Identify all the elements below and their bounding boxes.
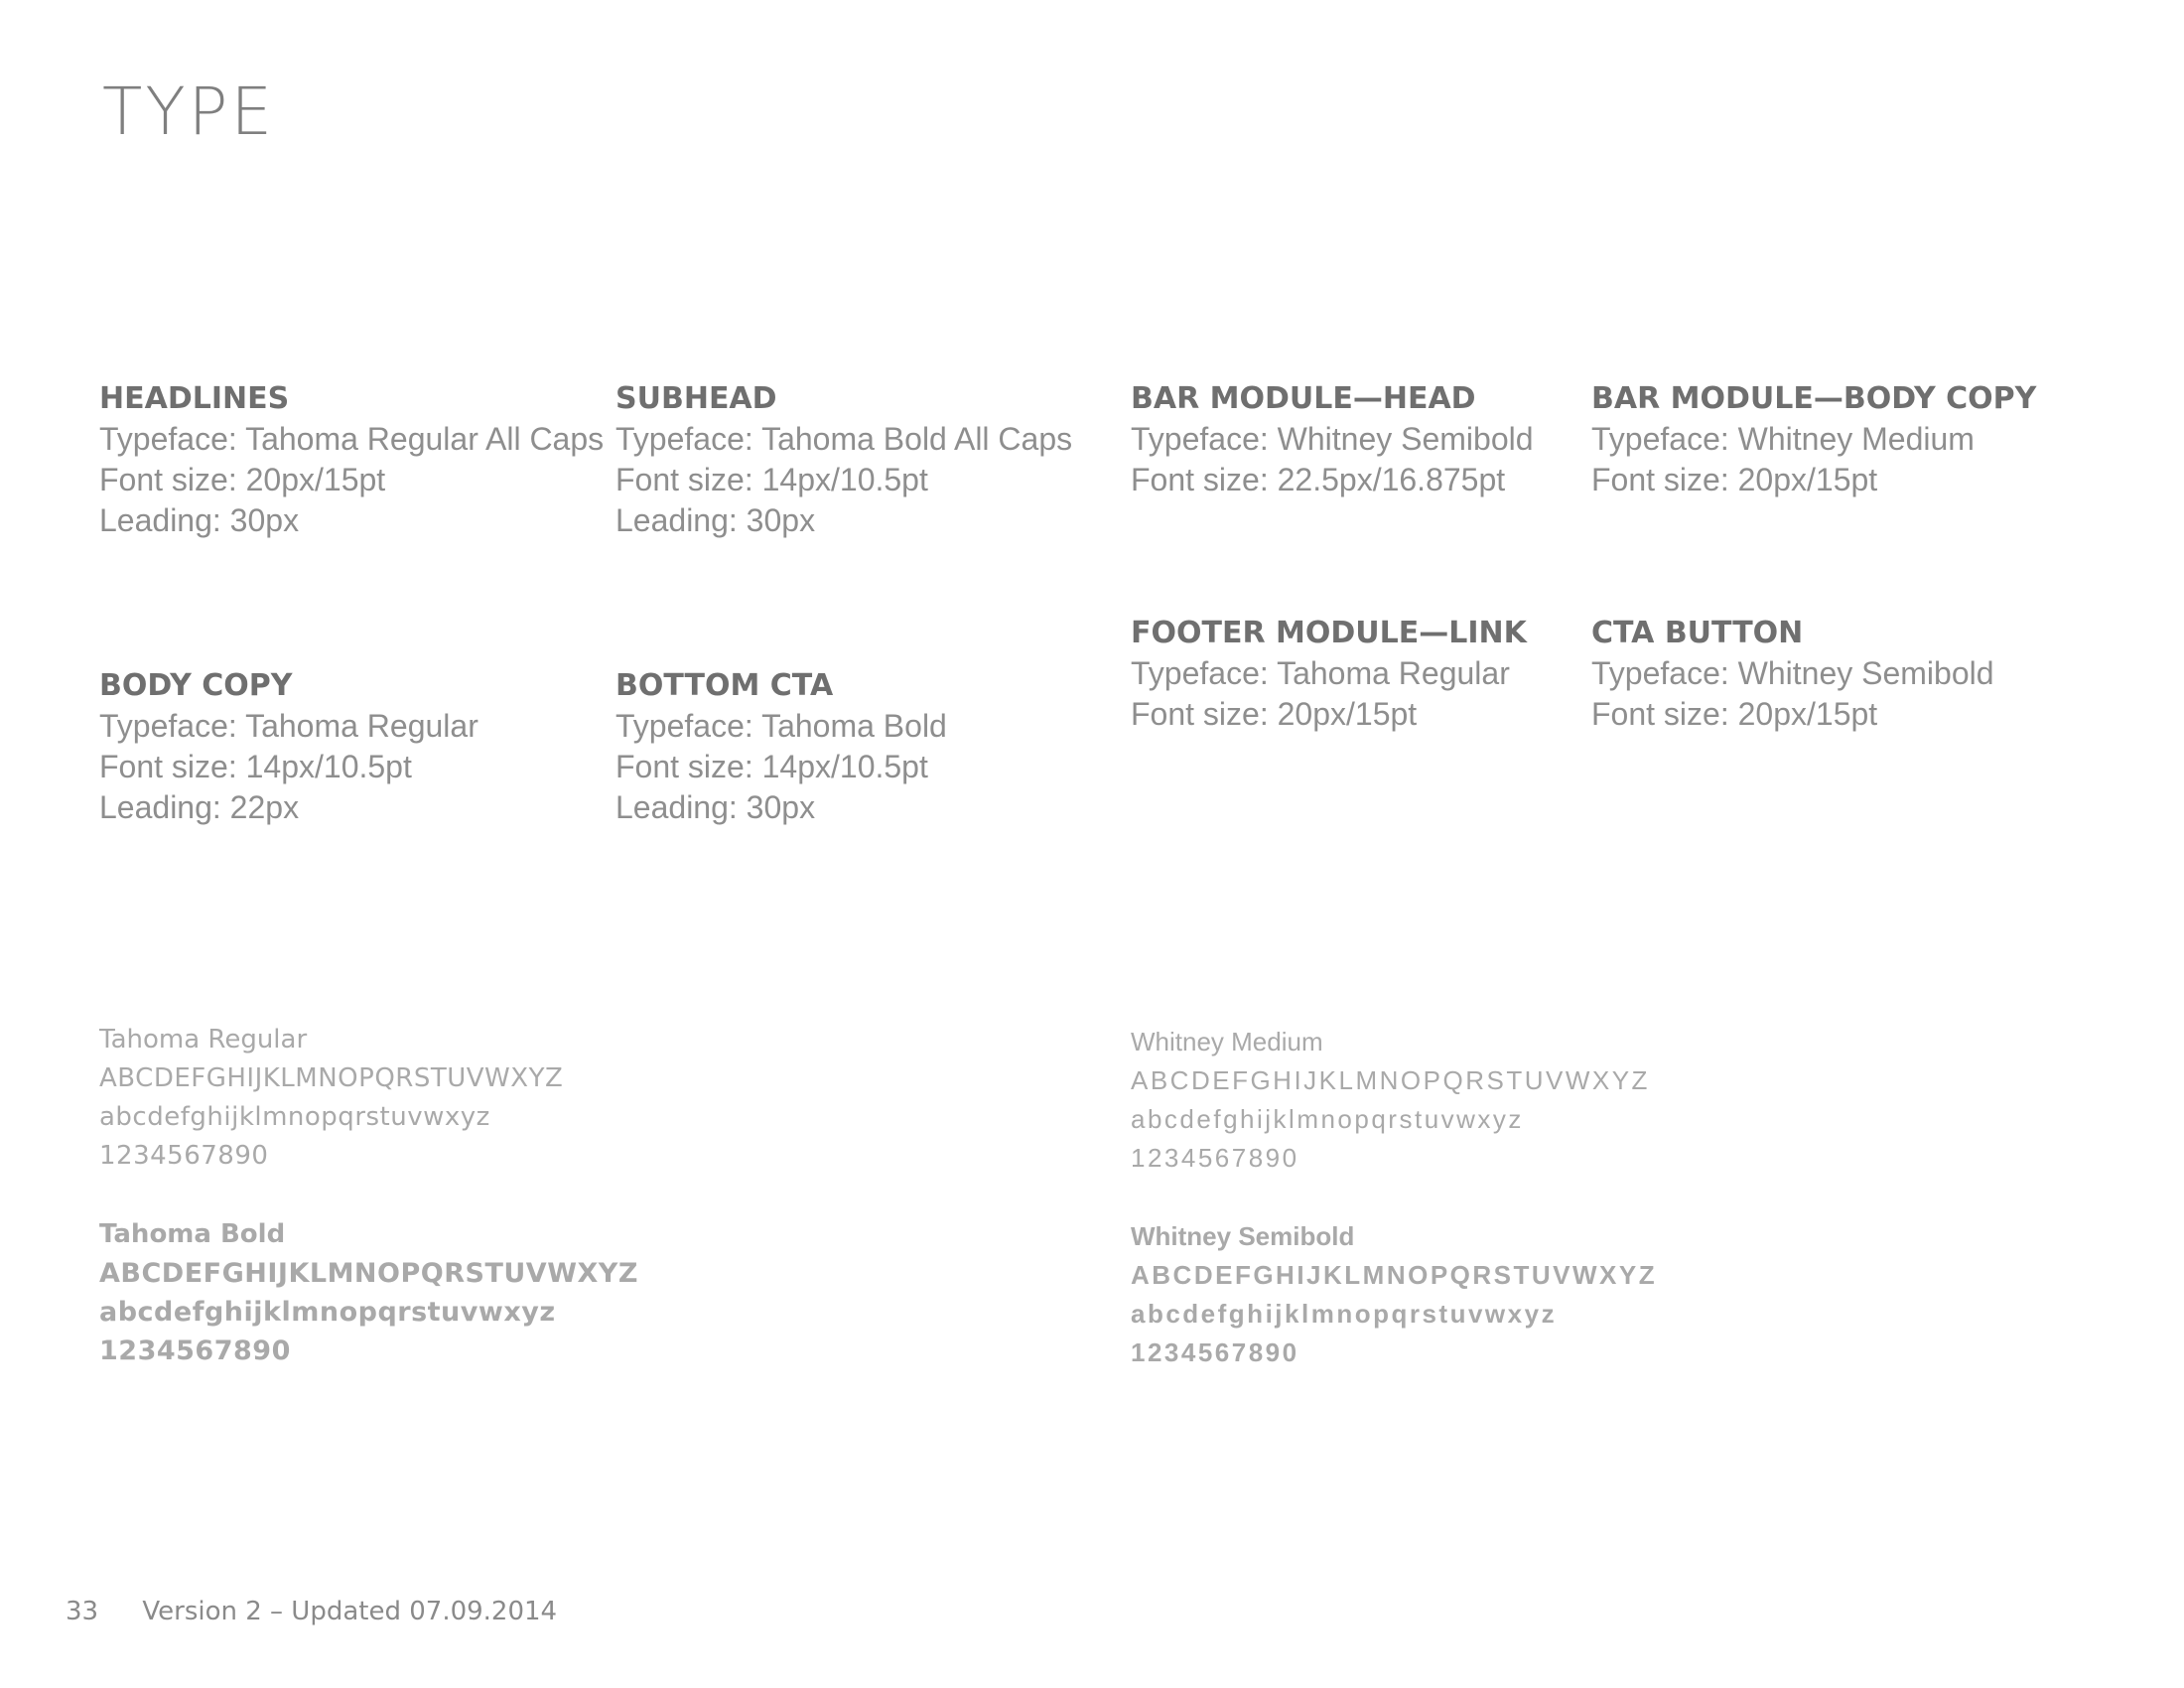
- specimen-lowercase: abcdefghijklmnopqrstuvwxyz: [99, 1102, 490, 1132]
- spec-leading: Leading: 22px: [99, 789, 300, 825]
- specimen-whitney-semibold: [1131, 1217, 1657, 1372]
- spec-font-size: Font size: 14px/10.5pt: [99, 749, 412, 784]
- spec-leading: Leading: 30px: [615, 789, 816, 825]
- spec-heading: BAR MODULE—HEAD: [1131, 381, 1476, 416]
- spec-font-size: Font size: 20px/15pt: [1591, 462, 1878, 497]
- spec-bottom-cta: [615, 666, 947, 828]
- specimen-lowercase: abcdefghijklmnopqrstuvwxyz: [1131, 1104, 1524, 1134]
- spec-headlines: [99, 379, 604, 541]
- spec-heading: BODY COPY: [99, 668, 293, 703]
- specimen-uppercase: ABCDEFGHIJKLMNOPQRSTUVWXYZ: [99, 1258, 638, 1289]
- spec-heading: SUBHEAD: [615, 381, 777, 416]
- specimen-name: Whitney Semibold: [1131, 1221, 1355, 1251]
- spec-bar-module-body-copy: [1591, 379, 2036, 500]
- specimen-name: Tahoma Regular: [99, 1025, 308, 1055]
- page-footer: [66, 1599, 557, 1624]
- spec-font-size: Font size: 20px/15pt: [1591, 696, 1878, 732]
- specimen-digits: 1234567890: [1131, 1337, 1299, 1367]
- spec-typeface: Typeface: Tahoma Regular: [99, 708, 478, 744]
- specimen-name: Whitney Medium: [1131, 1027, 1323, 1056]
- spec-font-size: Font size: 20px/15pt: [99, 462, 386, 497]
- spec-cta-button: [1591, 614, 1994, 735]
- spec-font-size: Font size: 14px/10.5pt: [615, 749, 928, 784]
- spec-typeface: Typeface: Tahoma Bold: [615, 708, 947, 744]
- specimen-digits: 1234567890: [99, 1141, 269, 1171]
- specimen-whitney-medium: [1131, 1023, 1650, 1178]
- spec-typeface: Typeface: Tahoma Regular: [1131, 655, 1510, 691]
- page-title: TYPE: [102, 73, 276, 150]
- spec-body-copy: [99, 666, 478, 828]
- spec-leading: Leading: 30px: [99, 502, 300, 538]
- spec-leading: Leading: 30px: [615, 502, 816, 538]
- specimen-tahoma-regular: [99, 1021, 563, 1176]
- specimen-tahoma-bold: [99, 1215, 638, 1370]
- specimen-digits: 1234567890: [99, 1336, 291, 1366]
- spec-typeface: Typeface: Tahoma Bold All Caps: [615, 421, 1073, 457]
- spec-typeface: Typeface: Whitney Medium: [1591, 421, 1975, 457]
- spec-typeface: Typeface: Whitney Semibold: [1591, 655, 1994, 691]
- specimen-lowercase: abcdefghijklmnopqrstuvwxyz: [99, 1297, 556, 1328]
- specimen-name: Tahoma Bold: [99, 1219, 286, 1249]
- version-text: Version 2 – Updated 07.09.2014: [142, 1597, 558, 1626]
- spec-subhead: [615, 379, 1072, 541]
- specimen-uppercase: ABCDEFGHIJKLMNOPQRSTUVWXYZ: [99, 1063, 564, 1093]
- specimen-uppercase: ABCDEFGHIJKLMNOPQRSTUVWXYZ: [1131, 1260, 1658, 1290]
- specimen-digits: 1234567890: [1131, 1143, 1299, 1173]
- spec-heading: FOOTER MODULE—LINK: [1131, 616, 1527, 650]
- spec-typeface: Typeface: Tahoma Regular All Caps: [99, 421, 605, 457]
- spec-heading: CTA BUTTON: [1591, 616, 1804, 650]
- page-number: 33: [66, 1597, 99, 1626]
- spec-font-size: Font size: 14px/10.5pt: [615, 462, 928, 497]
- spec-heading: HEADLINES: [99, 381, 290, 416]
- specimen-lowercase: abcdefghijklmnopqrstuvwxyz: [1131, 1299, 1558, 1329]
- spec-heading: BAR MODULE—BODY COPY: [1591, 381, 2037, 416]
- spec-heading: BOTTOM CTA: [615, 668, 834, 703]
- spec-font-size: Font size: 22.5px/16.875pt: [1131, 462, 1506, 497]
- spec-footer-module-link: [1131, 614, 1527, 735]
- spec-typeface: Typeface: Whitney Semibold: [1131, 421, 1534, 457]
- specimen-uppercase: ABCDEFGHIJKLMNOPQRSTUVWXYZ: [1131, 1065, 1650, 1095]
- spec-bar-module-head: [1131, 379, 1534, 500]
- spec-font-size: Font size: 20px/15pt: [1131, 696, 1418, 732]
